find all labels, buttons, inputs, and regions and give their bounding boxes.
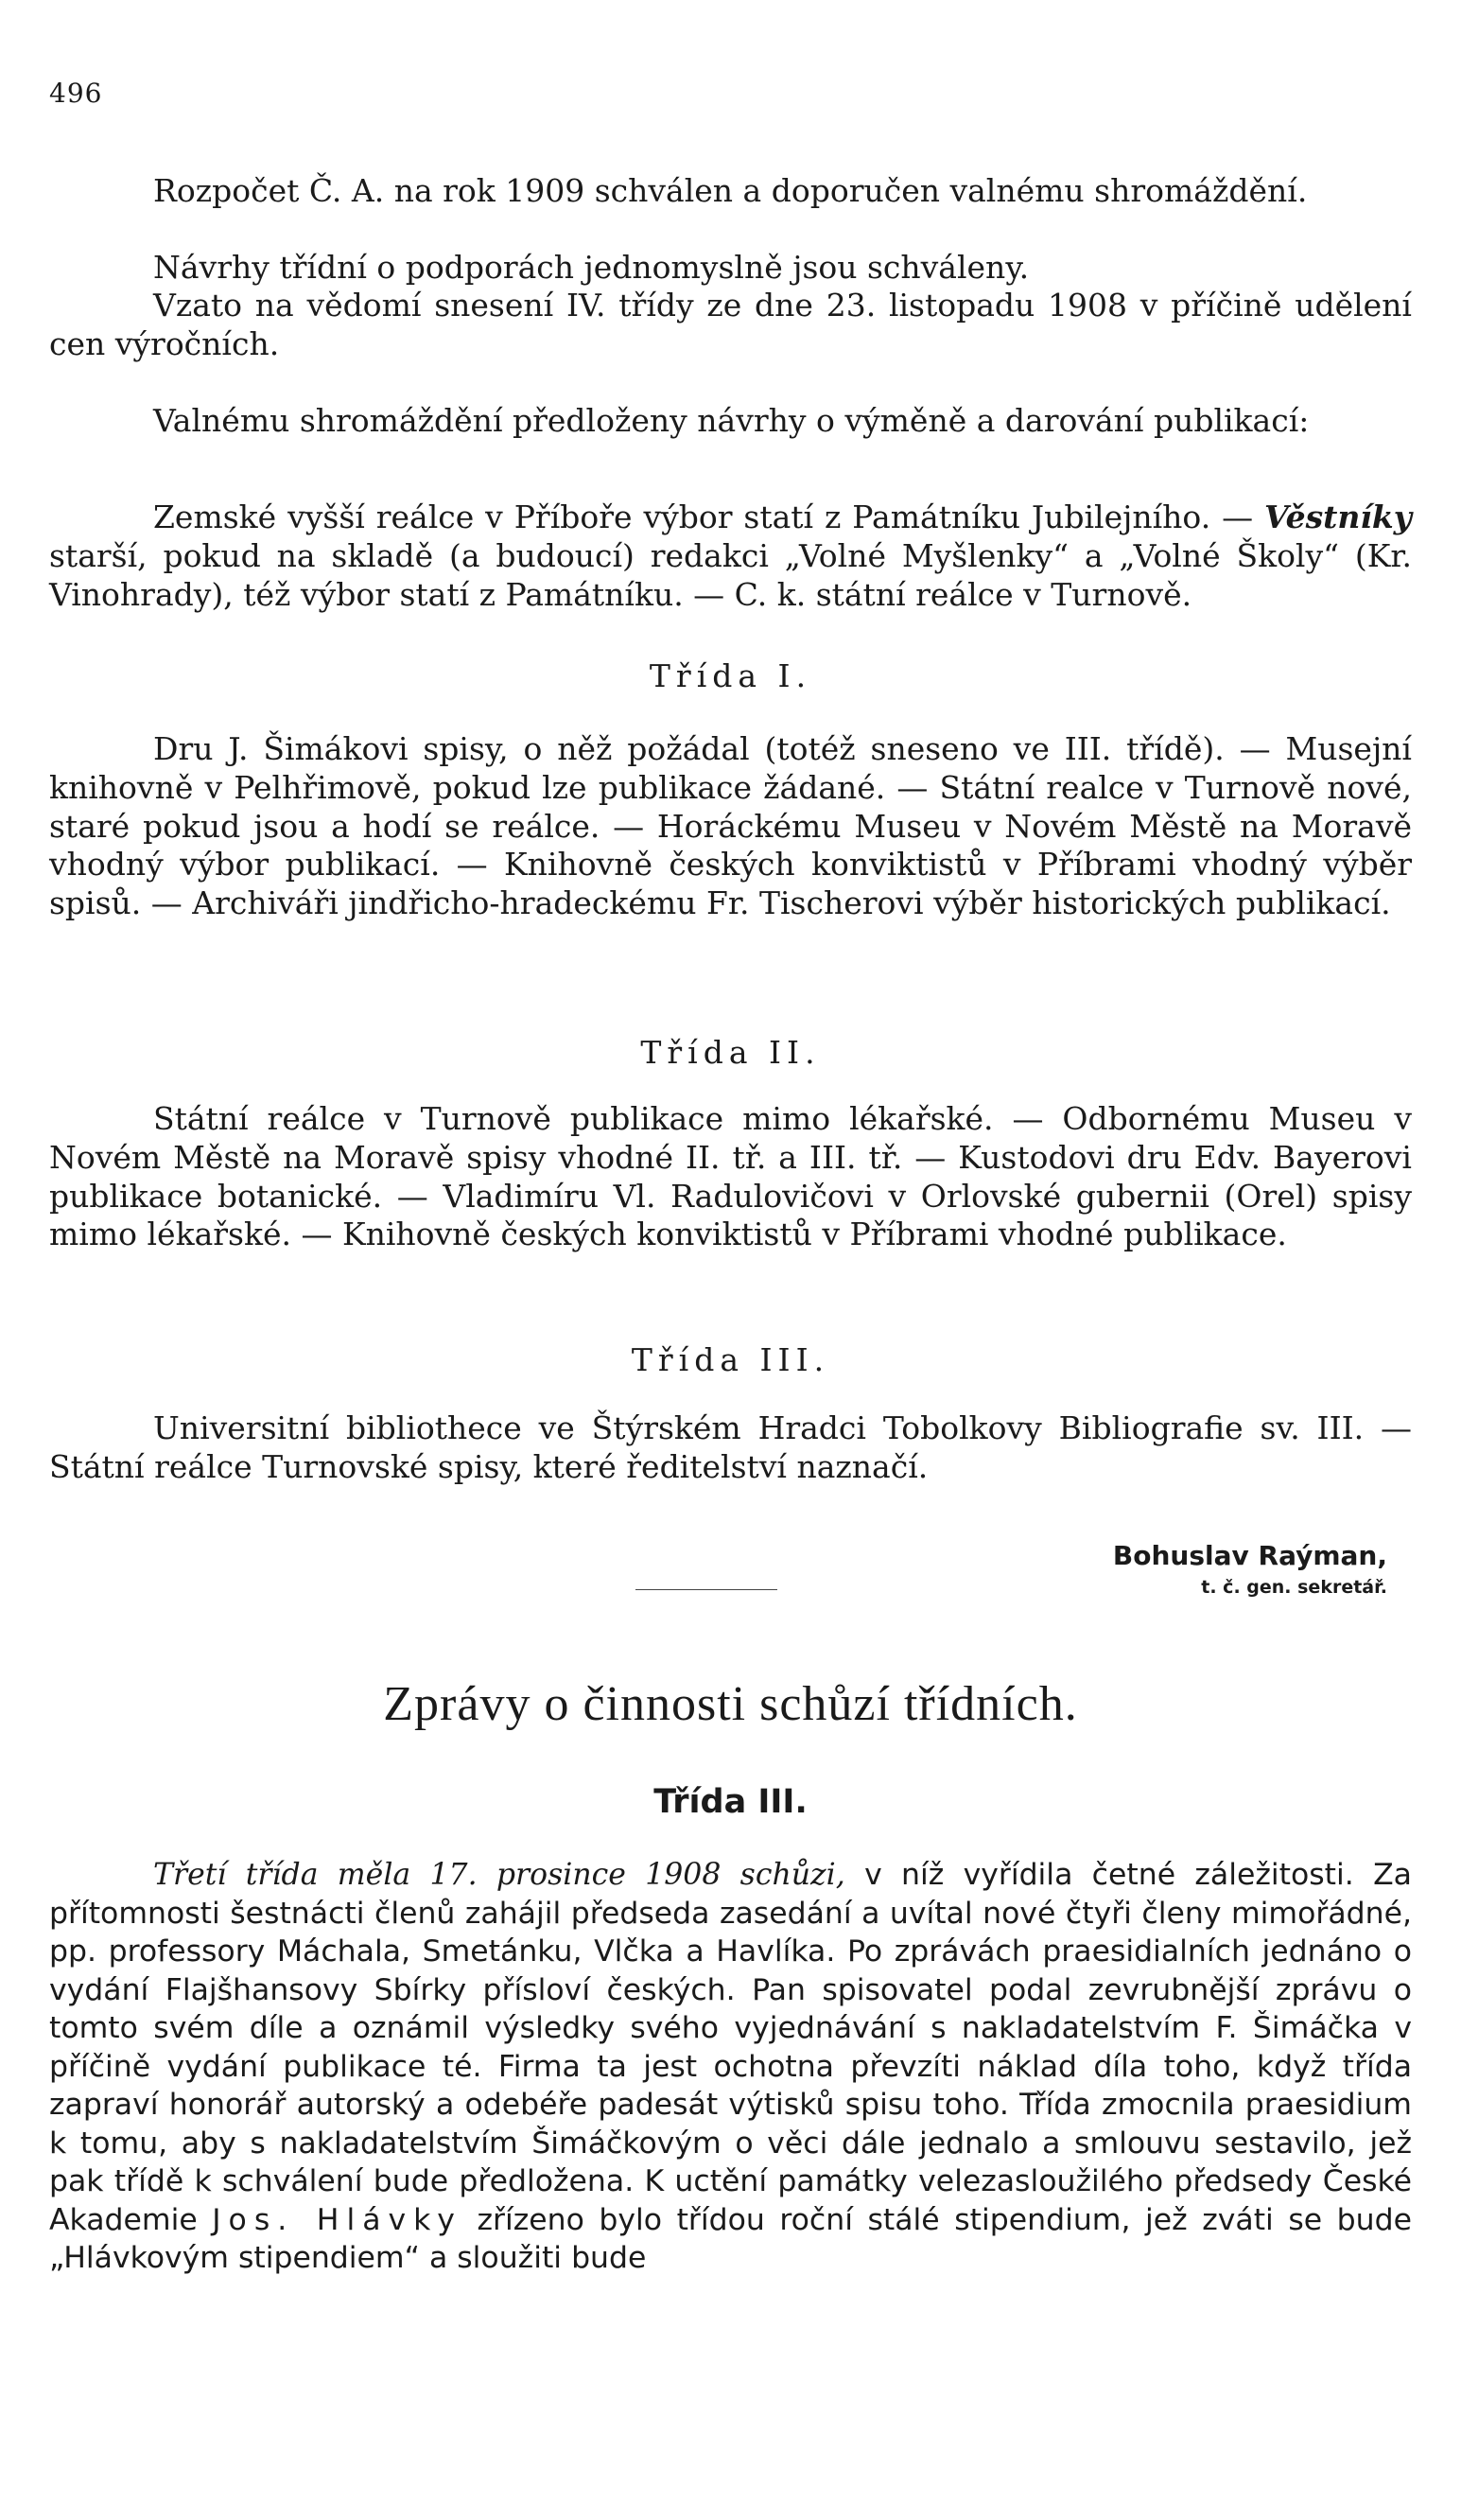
class2-heading: Třída II. bbox=[640, 1034, 821, 1071]
class1-heading: Třída I. bbox=[649, 657, 812, 694]
paragraph-exchange-list bbox=[49, 499, 1412, 614]
exchange-item-priboru: Zemské vyšší reálce v Příboře výbor statí z Památníku Jubilejního. bbox=[153, 499, 1211, 535]
body-part2: zřízeno bylo třídou roční stálé stipendium, jež zváti se bude „Hlávkovým stipendiem“ a sloužiti bude bbox=[49, 2202, 1412, 2275]
subsection-title: Třída III. bbox=[653, 1783, 808, 1821]
divider-rule bbox=[635, 1589, 777, 1590]
signature bbox=[1113, 1540, 1387, 1598]
intro-italic: Třetí třída měla 17. prosince 1908 schůzi, bbox=[153, 1858, 845, 1892]
class3-heading: Třída III. bbox=[631, 1341, 830, 1378]
class1-text: Dru J. Šimákovi spisy, o něž požádal (totéž sneseno ve III. třídě). — Musejní knihovně v Pelhřimově, pokud lze publikace žádané. — Státní realce v Turnově nové, staré pokud jsou a hodí se reálce. — Horáckému Museu v Novém Městě na Moravě vhodný výbor publikací. — Knihovně českých konviktistů v Příbrami vhodný výběr spisů. — Archiváři jindřicho-hradeckému Fr. Tischerovi výběr historických publikací. bbox=[49, 730, 1412, 922]
name-spaced: Jos. Hlávky bbox=[212, 2202, 462, 2237]
paragraph-exchange: Valnému shromáždění předloženy návrhy o výměně a darování publikací: bbox=[153, 402, 1310, 439]
page-number: 496 bbox=[49, 78, 103, 109]
body-part1: v níž vyřídila četné záležitosti. Za přítomnosti šestnácti členů zahájil předseda zasedání a uvítal nové čtyři členy mimořádné, pp. professory Máchala, Smetánku, Vlčka a Havlíka. Po zprávách praesidialních jednáno o vydání Flajšhansovy Sbírky přísloví českých. Pan spisovatel podal zevrubnější zprávu o tomto svém díle a oznámil výsledky svého vyjednávání s nakladatelstvím F. Šimáčka v příčině vydání publikace té. Firma ta jest ochotna převzíti náklad díla toho, když třída zapraví honorář autorský a odebéře padesát výtisků spisu toho. Třída zmocnila praesidium k tomu, aby s nakladatelstvím Šimáčkovým o věci dále jednalo a smlouvu sestavilo, jež pak třídě k schválení bude předložena. K uctění památky velezasloužilého předsedy České Akademie bbox=[49, 1858, 1412, 2237]
paragraph-budget: Rozpočet Č. A. na rok 1909 schválen a doporučen valnému shromáždění. bbox=[153, 172, 1308, 209]
exchange-item-volne: starší, pokud na skladě (a budoucí) redakci „Volné Myšlenky“ a „Volné Školy“ (Kr. Vinohrady), též výbor statí z Památníku. — C. k. státní reálce v Turnově. bbox=[49, 536, 1412, 613]
paragraph-proposals: Návrhy třídní o podporách jednomyslně jsou schváleny. bbox=[153, 249, 1030, 286]
section-body bbox=[49, 1856, 1412, 2278]
paragraph-awards: Vzato na vědomí snesení IV. třídy ze dne 23. listopadu 1908 v příčině udělení cen výročních. bbox=[49, 287, 1412, 362]
class3-text: Universitní bibliothece ve Štýrském Hradci Tobolkovy Bibliografie sv. III. — Státní reálce Turnovské spisy, které ředitelství naznačí. bbox=[49, 1409, 1412, 1485]
signature-title: t. č. gen. sekretář. bbox=[1201, 1577, 1387, 1598]
dash: — bbox=[1222, 499, 1254, 535]
section-title: Zprávy o činnosti schůzí třídních. bbox=[383, 1677, 1078, 1731]
class2-text: Státní reálce v Turnově publikace mimo lékařské. — Odbornému Museu v Novém Městě na Moravě spisy vhodné II. tř. a III. tř. — Kustodovi dru Edv. Bayerovi publikace botanické. — Vladimíru Vl. Radulovičovi v Orlovské gubernii (Orel) spisy mimo lékařské. — Knihovně českých konviktistů v Příbrami vhodné publikace. bbox=[49, 1100, 1412, 1253]
signature-name: Bohuslav Raýman, bbox=[1112, 1540, 1387, 1571]
vestniky-label: Věstníky bbox=[1264, 499, 1412, 535]
